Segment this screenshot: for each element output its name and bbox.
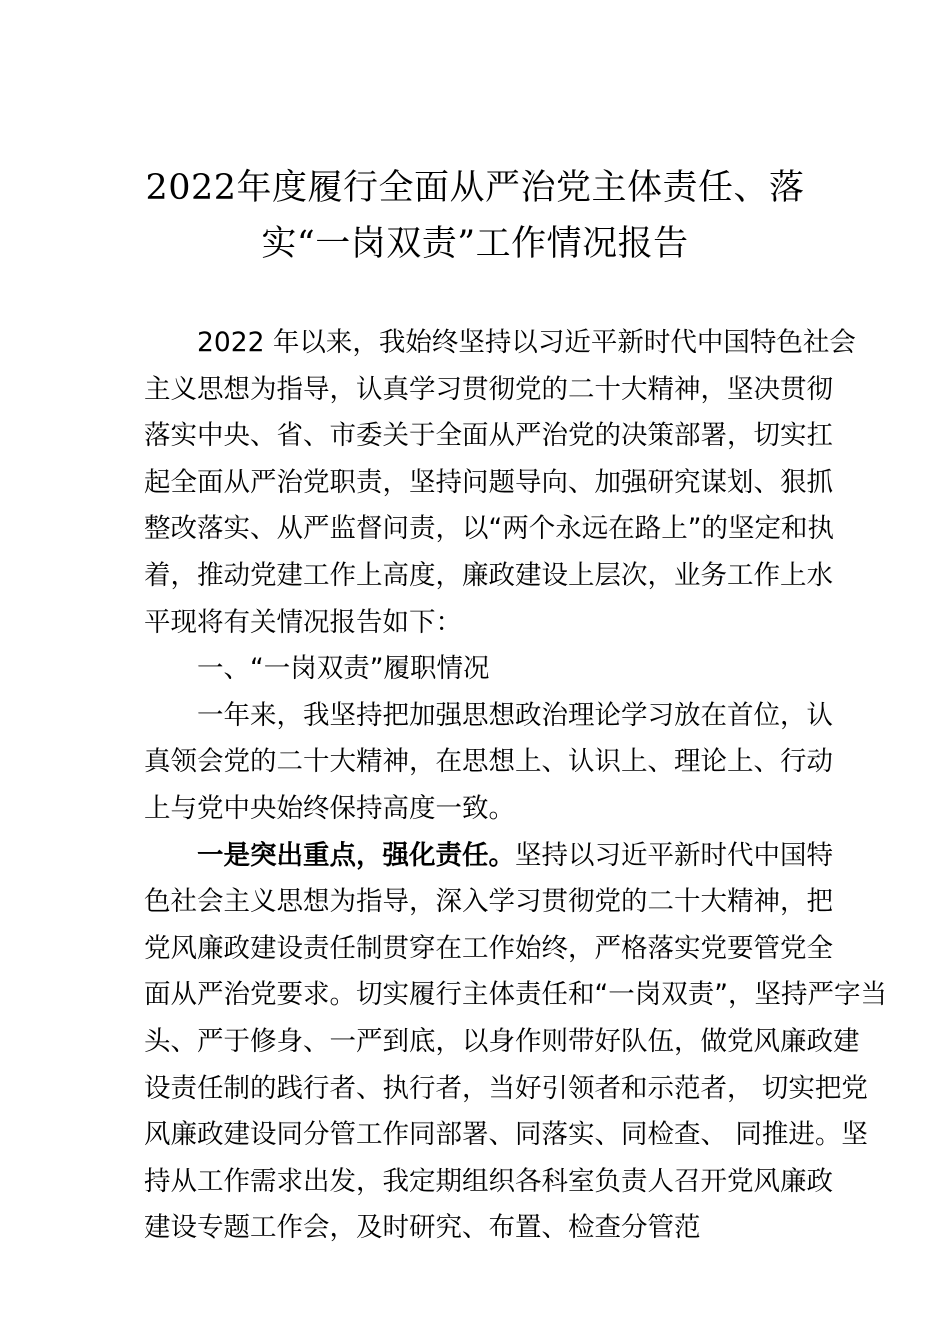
paragraph-line: 主义思想为指导，认真学习贯彻党的二十大精神，坚决贯彻 (144, 373, 833, 405)
paragraph-line: 起全面从严治党职责，坚持问题导向、加强研究谋划、狠抓 (144, 466, 833, 498)
paragraph-line: 整改落实、从严监督问责，以“两个永远在路上”的坚定和执 (144, 513, 834, 545)
paragraph-line (144, 833, 833, 880)
section-heading: 一、“一岗双责”履职情况 (197, 653, 490, 685)
paragraph-line: 面从严治党要求。切实履行主体责任和“一岗双责”，坚持严字当 (144, 979, 887, 1011)
intro-paragraph (144, 320, 856, 646)
title-line: 2022年度履行全面从严治党主体责任、落 (145, 168, 805, 208)
paragraph-line: 建设专题工作会，及时研究、布置、检查分管范 (144, 1212, 701, 1244)
title-line: 实“一岗双责”工作情况报告 (261, 224, 689, 264)
paragraph-line: 持从工作需求出发，我定期组织各科室负责人召开党风廉政 (144, 1165, 833, 1197)
point1-paragraph (144, 833, 887, 1252)
point-heading: 一是突出重点，强化责任。 (197, 839, 515, 871)
paragraph-line: 党风廉政建设责任制贯穿在工作始终，严格落实党要管党全 (144, 932, 833, 964)
paragraph-line: 风廉政建设同分管工作同部署、同落实、同检查、 同推进。坚 (144, 1119, 868, 1151)
paragraph-line: 一年来，我坚持把加强思想政治理论学习放在首位，认 (197, 699, 833, 731)
paragraph-line: 色社会主义思想为指导，深入学习贯彻党的二十大精神，把 (144, 886, 833, 918)
paragraph-line: 真领会党的二十大精神，在思想上、认识上、理论上、行动 (144, 746, 833, 778)
point-text: 坚持以习近平新时代中国特 (515, 839, 833, 871)
document-body (144, 320, 887, 1252)
paragraph-line: 设责任制的践行者、执行者，当好引领者和示范者， 切实把党 (144, 1072, 868, 1104)
paragraph-line: 2022 年以来，我始终坚持以习近平新时代中国特色社会 (197, 327, 856, 358)
document-title (100, 160, 850, 272)
paragraph-line: 头、严于修身、一严到底，以身作则带好队伍，做党风廉政建 (144, 1025, 860, 1057)
paragraph-line: 落实中央、省、市委关于全面从严治党的决策部署，切实扛 (144, 420, 833, 452)
section1-paragraph (144, 693, 833, 833)
paragraph-line: 着，推动党建工作上高度，廉政建设上层次，业务工作上水 (144, 559, 833, 591)
paragraph-line: 上与党中央始终保持高度一致。 (144, 792, 515, 824)
paragraph-line: 平现将有关情况报告如下： (144, 606, 462, 638)
